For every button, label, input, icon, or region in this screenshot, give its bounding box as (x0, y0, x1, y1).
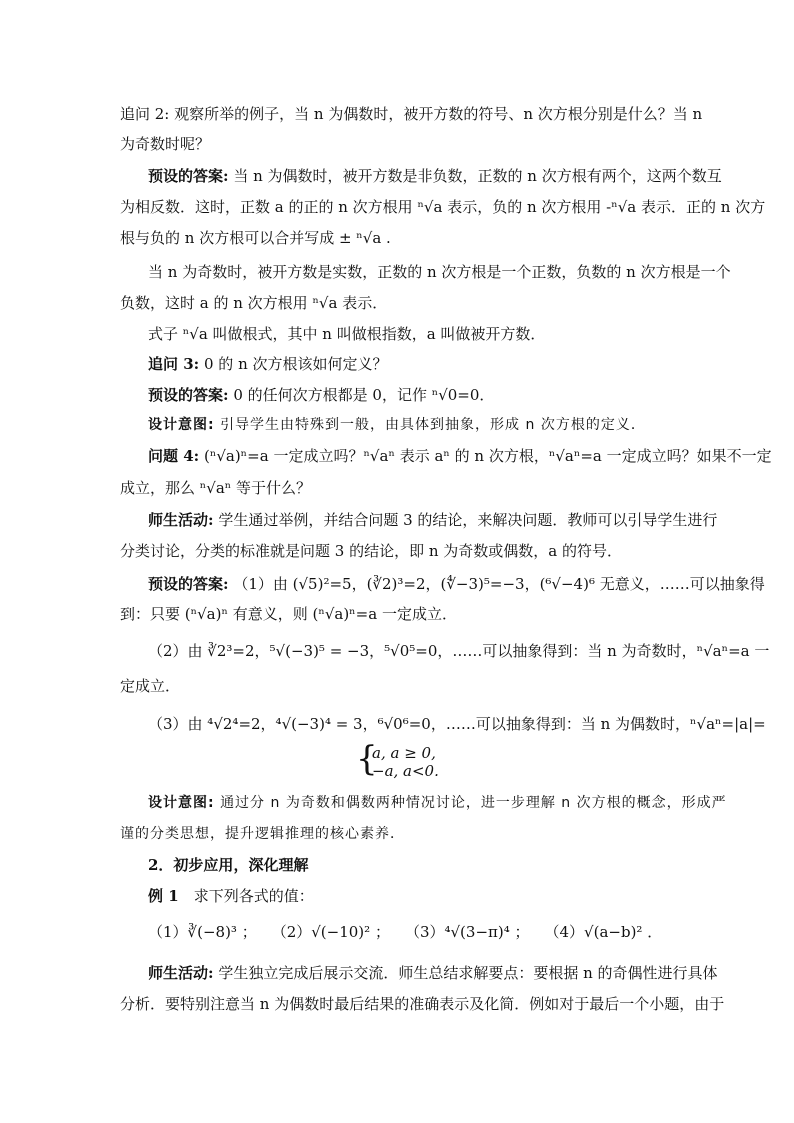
answer-case-1-line-2: 到：只要 (ⁿ√a)ⁿ 有意义，则 (ⁿ√a)ⁿ=a 一定成立． (120, 605, 457, 623)
answer-even-line-1: 预设的答案: 当 n 为偶数时，被开方数是非负数，正数的 n 次方根有两个，这两个数互 (148, 167, 722, 185)
design-intent-1: 设计意图: 引导学生由特殊到一般，由具体到抽象，形成 n 次方根的定义． (148, 417, 646, 433)
example-1-items: （1）∛(−8)³ ； （2）√(−10)² ； （3）⁴√(3−π)⁴ ； （4）√(a−b)² ． (148, 923, 663, 941)
follow-up-3: 追问 3: 0 的 n 次方根该如何定义？ (148, 355, 388, 373)
activity-2-line-2: 分析．要特别注意当 n 为偶数时最后结果的准确表示及化简．例如对于最后一个小题，由于 (120, 995, 725, 1013)
answer-case-2-line-2: 定成立． (120, 677, 181, 695)
activity-2-line-1: 师生活动: 学生独立完成后展示交流．师生总结求解要点：要根据 n 的奇偶性进行具体 (148, 964, 718, 982)
answer-case-1-line-1: 预设的答案: （1）由 (√5)²=5，(∛2)³=2，(∜−3)⁵=−3，(⁶√−4)⁶ 无意义，……可以抽象得 (148, 575, 765, 593)
answer-even-line-3: 根与负的 n 次方根可以合并写成 ± ⁿ√a . (120, 229, 391, 247)
section-heading-2: 2．初步应用，深化理解 (148, 856, 309, 874)
follow-up-2-line-2: 为奇数时呢？ (120, 135, 211, 153)
radical-definition: 式子 ⁿ√a 叫做根式，其中 n 叫做根指数，a 叫做被开方数． (148, 325, 546, 343)
piecewise-brace: { (356, 739, 378, 779)
answer-zero: 预设的答案: 0 的任何次方根都是 0，记作 ⁿ√0=0． (148, 386, 495, 404)
design-intent-2-line-1: 设计意图: 通过分 n 为奇数和偶数两种情况讨论，进一步理解 n 次方根的概念，形成严 (148, 795, 727, 811)
answer-case-2-line-1: （2）由 ∛2³=2，⁵√(−3)⁵ = −3，⁵√0⁵=0，……可以抽象得到：当 n 为奇数时，ⁿ√aⁿ=a 一 (148, 642, 770, 660)
answer-odd-line-2: 负数，这时 a 的 n 次方根用 ⁿ√a 表示． (120, 294, 388, 312)
question-4-line-2: 成立，那么 ⁿ√aⁿ 等于什么？ (120, 479, 312, 497)
follow-up-2-line-1: 追问 2: 观察所举的例子，当 n 为偶数时，被开方数的符号、n 次方根分别是什么？当 n (120, 105, 703, 123)
piecewise-case-1: a, a ≥ 0, (372, 744, 436, 762)
answer-case-3-line-1: （3）由 ⁴√2⁴=2，⁴√(−3)⁴ = 3，⁶√0⁶=0，……可以抽象得到：当 n 为偶数时，ⁿ√aⁿ=|a|= (148, 715, 766, 733)
activity-1-line-1: 师生活动: 学生通过举例，并结合问题 3 的结论，来解决问题．教师可以引导学生进行 (148, 511, 718, 529)
answer-even-line-2: 为相反数．这时，正数 a 的正的 n 次方根用 ⁿ√a 表示，负的 n 次方根用 -ⁿ√a 表示．正的 n 次方 (120, 198, 766, 216)
piecewise-case-2: −a, a<0. (372, 762, 439, 780)
example-1-heading: 例 1 求下列各式的值： (148, 887, 314, 905)
design-intent-2-line-2: 谨的分类思想，提升逻辑推理的核心素养． (120, 826, 405, 842)
question-4-line-1: 问题 4: (ⁿ√a)ⁿ=a 一定成立吗？ⁿ√aⁿ 表示 aⁿ 的 n 次方根，ⁿ√aⁿ=a 一定成立吗？如果不一定 (148, 447, 772, 465)
activity-1-line-2: 分类讨论，分类的标准就是问题 3 的结论，即 n 为奇数或偶数，a 的符号． (120, 542, 622, 560)
answer-odd-line-1: 当 n 为奇数时，被开方数是实数，正数的 n 次方根是一个正数，负数的 n 次方根是一个 (148, 263, 731, 281)
